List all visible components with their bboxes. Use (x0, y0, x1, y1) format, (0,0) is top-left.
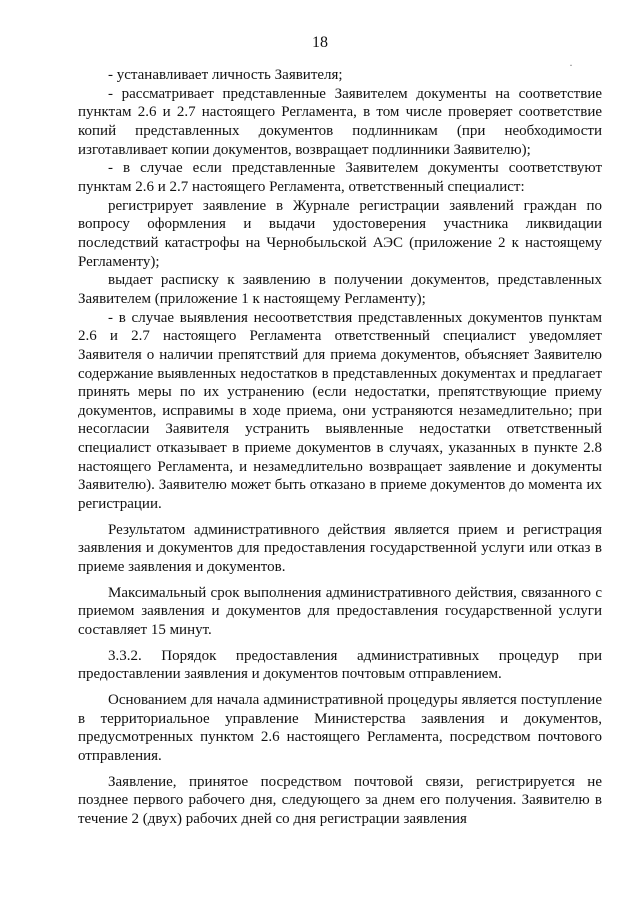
paragraph-result: Результатом административного действия является прием и регистрация заявления и документов для предоставления государственной услуги или отказ в приеме заявления и документов. (78, 521, 602, 576)
paragraph-issues-receipt: выдает расписку к заявлению в получении документов, представленных Заявителем (приложение 1 к настоящему Регламенту); (78, 272, 602, 307)
paragraph-establish-identity: - устанавливает личность Заявителя; (108, 67, 343, 83)
paragraph-registers-application: регистрирует заявление в Журнале регистрации заявлений граждан по вопросу оформления и выдачи удостоверения участника ликвидации последствий катастрофы на Чернобыльской АЭС (приложение 2 к настоящему Регламенту); (78, 197, 602, 270)
paragraph-review-documents: - рассматривает представленные Заявителем документы на соответствие пунктам 2.6 и 2.7 настоящего Регламента, в том числе проверяет соответствие копий представленных документов подлинникам (при необходимости изготавливает копии документов, возвращает подлинники Заявителю); (78, 85, 602, 158)
paragraph-postal-registration: Заявление, принятое посредством почтовой связи, регистрируется не позднее первого рабочего дня, следующего за днем его получения. Заявителю в течение 2 (двух) рабочих дней со дня регистрации заявления (78, 773, 602, 827)
paragraph-max-duration: Максимальный срок выполнения административного действия, связанного с приемом заявления и документов для предоставления государственной услуги составляет 15 минут. (78, 584, 602, 639)
body-text (78, 66, 602, 829)
paragraph-section-3-3-2: 3.3.2. Порядок предоставления административных процедур при предоставлении заявления и документов почтовым отправлением. (78, 647, 602, 683)
scan-mark: · (569, 58, 573, 72)
paragraph-if-documents-comply: - в случае если представленные Заявителем документы соответствуют пунктам 2.6 и 2.7 настоящего Регламента, ответственный специалист: (78, 160, 602, 195)
paragraph-procedure-basis: Основанием для начала административной процедуры является поступление в территориальное управление Министерства заявления и документов, предусмотренных пунктом 2.6 настоящего Регламента, посредством почтового отправления. (78, 692, 602, 764)
paragraph-if-documents-noncompliant: - в случае выявления несоответствия представленных документов пунктам 2.6 и 2.7 настоящего Регламента ответственный специалист уведомляет Заявителя о наличии препятствий для приема документов, объясняет Заявителю содержание выявленных недостатков в представленных документах и предлагает принять меры по их устранению (если недостатки, препятствующие приему документов, исправимы в ходе приема, они устраняются незамедлительно; при несогласии Заявителя устранить выявленные недостатки ответственный специалист отказывает в приеме документов в случаях, указанных в пункте 2.8 настоящего Регламента, и незамедлительно возвращает заявление и документы Заявителю). Заявителю может быть отказано в приеме документов до момента их регистрации. (78, 309, 602, 513)
page-number: 18 (312, 34, 328, 51)
